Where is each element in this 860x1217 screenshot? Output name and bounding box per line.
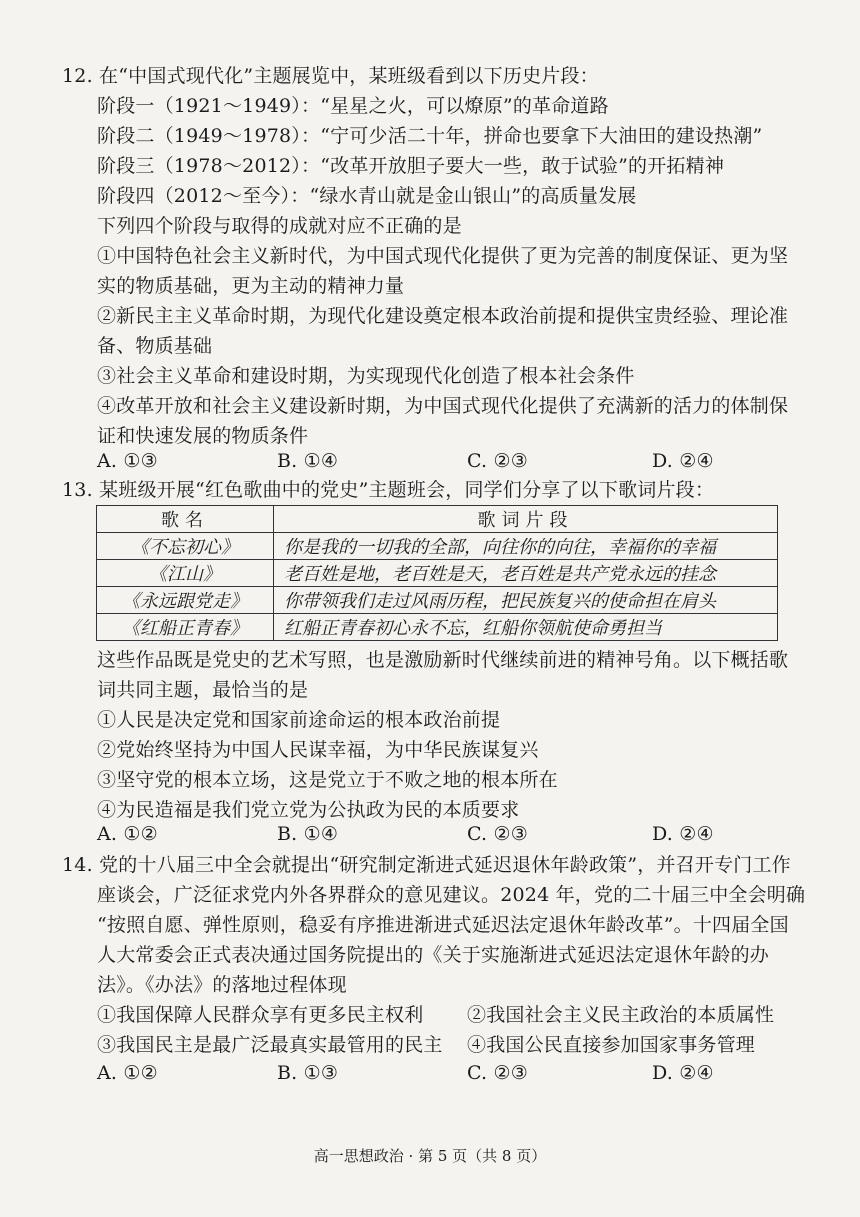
q13-option-line: ③坚守党的根本立场，这是党立于不败之地的根本所在 <box>97 769 558 791</box>
q12-choice-d[interactable]: D. ②④ <box>652 450 714 472</box>
q13-choice-d[interactable]: D. ②④ <box>652 823 714 845</box>
song-lyric: 你是我的一切我的全部，向往你的向往，幸福你的幸福 <box>274 533 778 560</box>
q12-question: 下列四个阶段与取得的成就对应不正确的是 <box>97 215 462 237</box>
q12-option-line: 证和快速发展的物质条件 <box>97 425 309 447</box>
table-row <box>97 587 778 614</box>
q14-stem-line: “按照自愿、弹性原则，稳妥有序推进渐进式延迟法定退休年龄改革”。十四届全国 <box>97 914 789 936</box>
song-lyric: 红船正青春初心永不忘，红船你领航使命勇担当 <box>274 614 778 641</box>
q14-option-4: ④我国公民直接参加国家事务管理 <box>467 1034 756 1056</box>
q12-stem: 12. 在“中国式现代化”主题展览中，某班级看到以下历史片段： <box>62 65 599 87</box>
q13-stem: 13. 某班级开展“红色歌曲中的党史”主题班会，同学们分享了以下歌词片段： <box>62 479 715 501</box>
q14-option-1: ①我国保障人民群众享有更多民主权利 <box>97 1004 424 1026</box>
q14-choice-a[interactable]: A. ①② <box>97 1062 158 1084</box>
column-header-song: 歌名 <box>97 506 274 533</box>
q14-stem-line: 14. 党的十八届三中全会就提出“研究制定渐进式延迟退休年龄政策”，并召开专门工作 <box>62 854 791 876</box>
q14-stem-line: 法》。《办法》的落地过程体现 <box>97 974 347 996</box>
q13-choice-c[interactable]: C. ②③ <box>467 823 529 845</box>
page-footer: 高一思想政治 · 第 5 页（共 8 页） <box>313 1147 547 1165</box>
q12-choice-c[interactable]: C. ②③ <box>467 450 529 472</box>
q12-option-line: ①中国特色社会主义新时代，为中国式现代化提供了更为完善的制度保证、更为坚 <box>97 245 789 267</box>
q14-choice-b[interactable]: B. ①③ <box>277 1062 339 1084</box>
q12-stage-4: 阶段四（2012～至今）：“绿水青山就是金山银山”的高质量发展 <box>97 185 637 207</box>
song-lyric: 你带领我们走过风雨历程，把民族复兴的使命担在肩头 <box>274 587 778 614</box>
q12-stage-2: 阶段二（1949～1978）：“宁可少活二十年，拼命也要拿下大油田的建设热潮” <box>97 125 763 147</box>
song-title: 《不忘初心》 <box>97 533 274 560</box>
q13-choice-a[interactable]: A. ①② <box>97 823 158 845</box>
table-row <box>97 533 778 560</box>
table-row <box>97 560 778 587</box>
q12-option-line: ②新民主主义革命时期，为现代化建设奠定根本政治前提和提供宝贵经验、理论准 <box>97 305 789 327</box>
q12-choice-b[interactable]: B. ①④ <box>277 450 339 472</box>
q12-option-line: ④改革开放和社会主义建设新时期，为中国式现代化提供了充满新的活力的体制保 <box>97 395 789 417</box>
lyrics-table <box>96 505 778 641</box>
q13-text-line: 词共同主题，最恰当的是 <box>97 679 309 701</box>
song-title: 《永远跟党走》 <box>97 587 274 614</box>
q13-choice-b[interactable]: B. ①④ <box>277 823 339 845</box>
q12-stage-3: 阶段三（1978～2012）：“改革开放胆子要大一些，敢于试验”的开拓精神 <box>97 155 725 177</box>
song-title: 《红船正青春》 <box>97 614 274 641</box>
table-row <box>97 614 778 641</box>
q14-choice-d[interactable]: D. ②④ <box>652 1062 714 1084</box>
q13-text-line: 这些作品既是党史的艺术写照，也是激励新时代继续前进的精神号角。以下概括歌 <box>97 649 789 671</box>
q13-option-line: ①人民是决定党和国家前途命运的根本政治前提 <box>97 709 501 731</box>
song-lyric: 老百姓是地，老百姓是天，老百姓是共产党永远的挂念 <box>274 560 778 587</box>
table-header-row <box>97 506 778 533</box>
q13-option-line: ②党始终坚持为中国人民谋幸福，为中华民族谋复兴 <box>97 739 539 761</box>
q14-option-2: ②我国社会主义民主政治的本质属性 <box>467 1004 775 1026</box>
q12-option-line: ③社会主义革命和建设时期，为实现现代化创造了根本社会条件 <box>97 365 635 387</box>
q12-choice-a[interactable]: A. ①③ <box>97 450 158 472</box>
q12-option-line: 备、物质基础 <box>97 335 213 357</box>
song-title: 《江山》 <box>97 560 274 587</box>
q14-choice-c[interactable]: C. ②③ <box>467 1062 529 1084</box>
q12-option-line: 实的物质基础，更为主动的精神力量 <box>97 275 405 297</box>
q13-option-line: ④为民造福是我们党立党为公执政为民的本质要求 <box>97 799 520 821</box>
q14-stem-line: 人大常委会正式表决通过国务院提出的《关于实施渐进式延迟法定退休年龄的办 <box>97 944 770 966</box>
column-header-lyric: 歌词片段 <box>274 506 778 533</box>
q12-stage-1: 阶段一（1921～1949）：“星星之火，可以燎原”的革命道路 <box>97 95 609 117</box>
q14-stem-line: 座谈会，广泛征求党内外各界群众的意见建议。2024 年，党的二十届三中全会明确 <box>97 884 806 906</box>
q14-option-3: ③我国民主是最广泛最真实最管用的民主 <box>97 1034 443 1056</box>
